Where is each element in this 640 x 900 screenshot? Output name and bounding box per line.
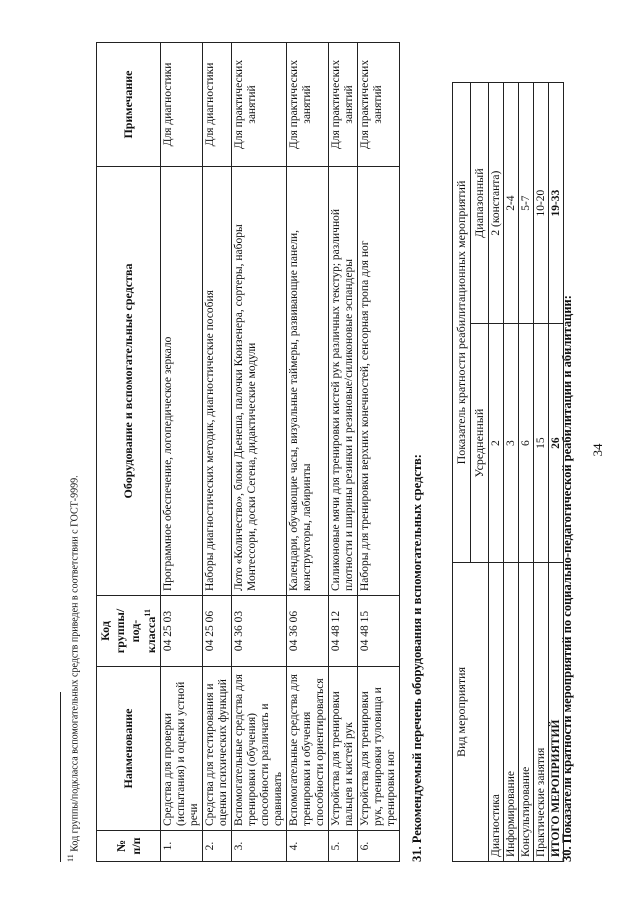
row-name: Вспомогательные средства для тренировки (обучения) способности различать и сравнивать (232, 667, 287, 831)
footnote-divider (60, 692, 61, 862)
header-equipment: Оборудование и вспомогательные средства (97, 167, 161, 596)
header-avg: Усредненный (471, 324, 489, 563)
activity-name: Консультирование (519, 563, 534, 862)
table-header-row (453, 83, 471, 862)
row-name: Вспомогательные средства для тренировки и обучения способности ориентироваться (287, 667, 329, 831)
row-num: 6. (358, 831, 400, 862)
row-note: Для практических занятий (358, 43, 400, 167)
table-row (504, 83, 519, 862)
row-code: 04 48 15 (358, 596, 400, 667)
row-name: Устройства для тренировки рук, тренировки туловища и тренировки ног (358, 667, 400, 831)
activity-name: Информирование (504, 563, 519, 862)
avg-value: 6 (519, 324, 534, 563)
header-name: Наименование (97, 667, 161, 831)
row-equipment: Программное обеспечение, логопедическое зеркало (161, 167, 203, 596)
row-note: Для практических занятий (287, 43, 329, 167)
footnote-marker: 11 (66, 854, 75, 862)
activity-name: ИТОГО МЕРОПРИЯТИЙ (549, 563, 564, 862)
row-note: Для практических занятий (329, 43, 358, 167)
footnote-ref: 11 (143, 609, 152, 617)
table-row (161, 43, 203, 862)
row-code: 04 25 06 (203, 596, 232, 667)
header-code-text: Код группы/под-класса (98, 608, 158, 654)
row-num: 3. (232, 831, 287, 862)
row-equipment: Календари, обучающие часы, визуальные таймеры, развивающие панели, конструкторы, лабиринты (287, 167, 329, 596)
table-row (534, 83, 549, 862)
header-activity: Вид мероприятия (453, 563, 489, 862)
activity-name: Практические занятия (534, 563, 549, 862)
row-equipment: Силиконовые мячи для тренировки кистей рук различных текстур; различной плотности и ширины резинки и резиновые/силиконовые эспандеры (329, 167, 358, 596)
footnote-text: Код группы/подкласса вспомогательных средств приведен в соответствии с ГОСТ-9999. (69, 475, 81, 852)
header-code (97, 596, 161, 667)
table-row (287, 43, 329, 862)
row-num: 4. (287, 831, 329, 862)
table-header-row (97, 43, 161, 862)
row-num: 1. (161, 831, 203, 862)
range-value: 2-4 (504, 83, 519, 324)
row-note: Для диагностики (203, 43, 232, 167)
table-row (329, 43, 358, 862)
header-num: № п/п (97, 831, 161, 862)
range-value: 5-7 (519, 83, 534, 324)
row-code: 04 25 03 (161, 596, 203, 667)
row-name: Средства для тестирования и оценки психических функций (203, 667, 232, 831)
table-row (358, 43, 400, 862)
header-note: Примечание (97, 43, 161, 167)
table-row (203, 43, 232, 862)
header-indicator: Показатель кратности реабилитационных мероприятий (453, 83, 471, 563)
row-name: Средства для проверки (испытания) и оценки устной речи (161, 667, 203, 831)
range-value: 19-33 (549, 83, 564, 324)
row-equipment: Наборы диагностических методик, диагностические пособия (203, 167, 232, 596)
equipment-table (96, 42, 400, 862)
row-num: 5. (329, 831, 358, 862)
table-row (489, 83, 504, 862)
avg-value: 15 (534, 324, 549, 563)
range-value: 10-20 (534, 83, 549, 324)
avg-value: 2 (489, 324, 504, 563)
row-code: 04 48 12 (329, 596, 358, 667)
row-note: Для практических занятий (232, 43, 287, 167)
multiplicity-table (452, 82, 564, 862)
row-num: 2. (203, 831, 232, 862)
range-value: 2 (константа) (489, 83, 504, 324)
activity-name: Диагностика (489, 563, 504, 862)
row-equipment: Наборы для тренировки верхних конечностей, сенсорная тропа для ног (358, 167, 400, 596)
row-equipment: Лото «Количество», блоки Дьенеша, палочки Кюизенера, сортеры, наборы Монтессори, доски Сегена, дидактические модули (232, 167, 287, 596)
table-total-row (549, 83, 564, 862)
section-30-title: 30. Показатели кратности мероприятий по социально-педагогической реабилитации и абилитации: (560, 295, 574, 862)
table-row (232, 43, 287, 862)
page-number: 34 (590, 443, 605, 457)
row-code: 04 36 03 (232, 596, 287, 667)
row-code: 04 36 06 (287, 596, 329, 667)
header-range: Диапазонный (471, 83, 489, 324)
section-31-title: 31. Рекомендуемый перечень оборудования и вспомогательных средств: (410, 454, 424, 862)
row-name: Устройства для тренировки пальцев и кистей рук (329, 667, 358, 831)
footnote (66, 62, 80, 862)
avg-value: 3 (504, 324, 519, 563)
row-note: Для диагностики (161, 43, 203, 167)
avg-value: 26 (549, 324, 564, 563)
table-row (519, 83, 534, 862)
